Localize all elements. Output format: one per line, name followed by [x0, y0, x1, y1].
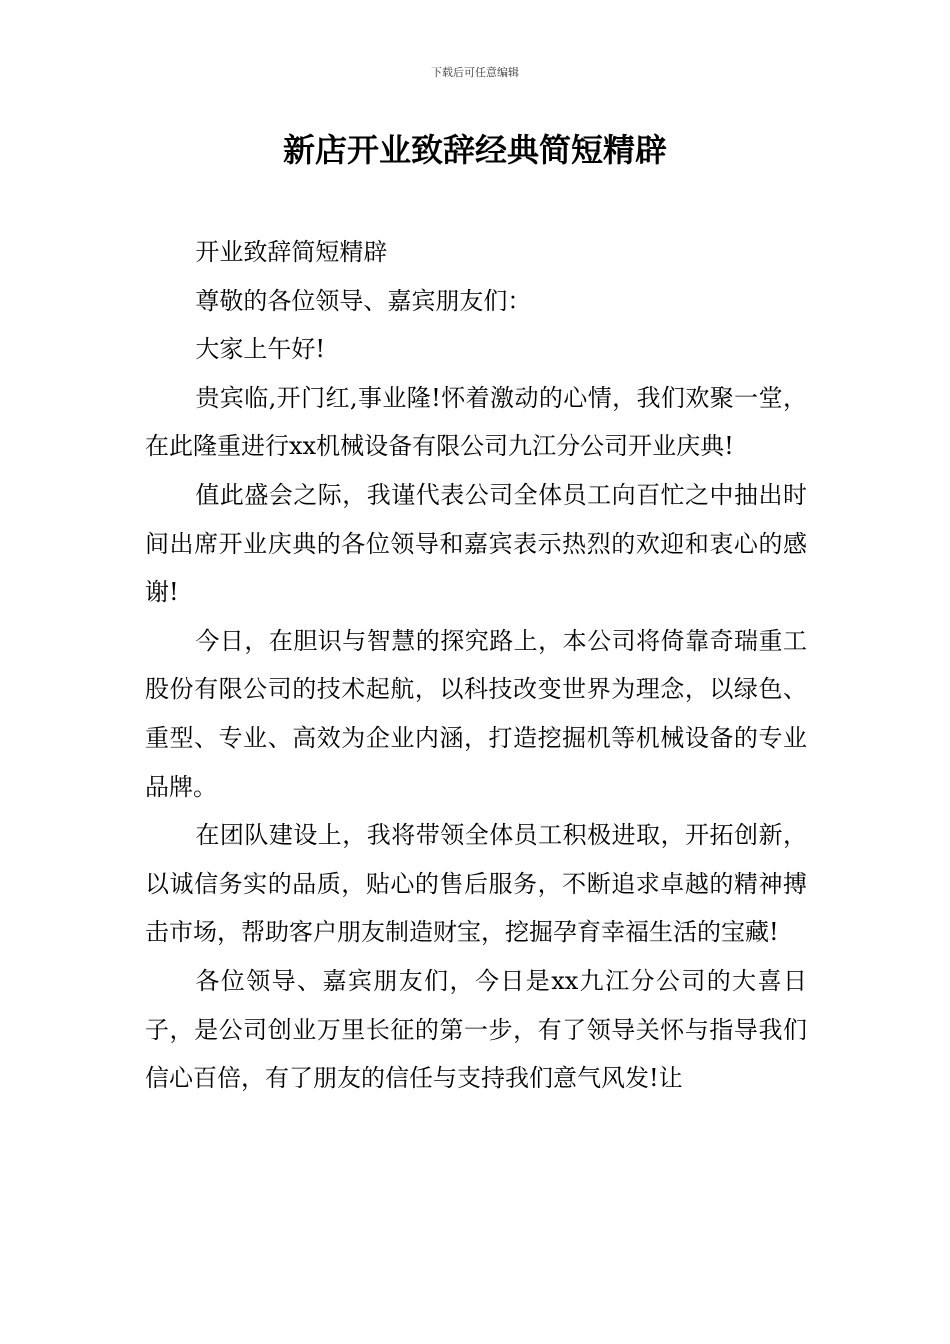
- paragraph-heading: 开业致辞简短精辟: [195, 238, 388, 266]
- paragraph-celebration: 各位领导、嘉宾朋友们，今日是xx九江分公司的大喜日子，是公司创业万里长征的第一步，有了领导关怀与指导我们信心百倍，有了朋友的信任与支持我们意气风发!让: [145, 966, 807, 1093]
- paragraph-salutation: 尊敬的各位领导、嘉宾朋友们：: [195, 286, 532, 315]
- paragraph-vision: 今日，在胆识与智慧的探究路上，本公司将倚靠奇瑞重工股份有限公司的技术起航，以科技改变世界为理念，以绿色、重型、专业、高效为企业内涵，打造挖掘机等机械设备的专业品牌。: [145, 626, 807, 801]
- document-title: 新店开业致辞经典简短精辟: [282, 131, 667, 169]
- paragraph-team: 在团队建设上，我将带领全体员工积极进取，开拓创新，以诚信务实的品质，贴心的售后服务，不断追求卓越的精神搏击市场，帮助客户朋友制造财宝，挖掘孕育幸福生活的宝藏!: [145, 821, 807, 947]
- document-body: [145, 228, 807, 1103]
- paragraph-thanks: 值此盛会之际，我谨代表公司全体员工向百忙之中抽出时间出席开业庆典的各位领导和嘉宾表示热烈的欢迎和衷心的感谢!: [145, 480, 807, 607]
- header-note: 下载后可任意编辑: [431, 66, 519, 79]
- paragraph-opening: 贵宾临,开门红,事业隆!怀着激动的心情，我们欢聚一堂，在此隆重进行xx机械设备有限公司九江分公司开业庆典!: [145, 383, 807, 461]
- paragraph-greeting: 大家上午好!: [195, 335, 326, 364]
